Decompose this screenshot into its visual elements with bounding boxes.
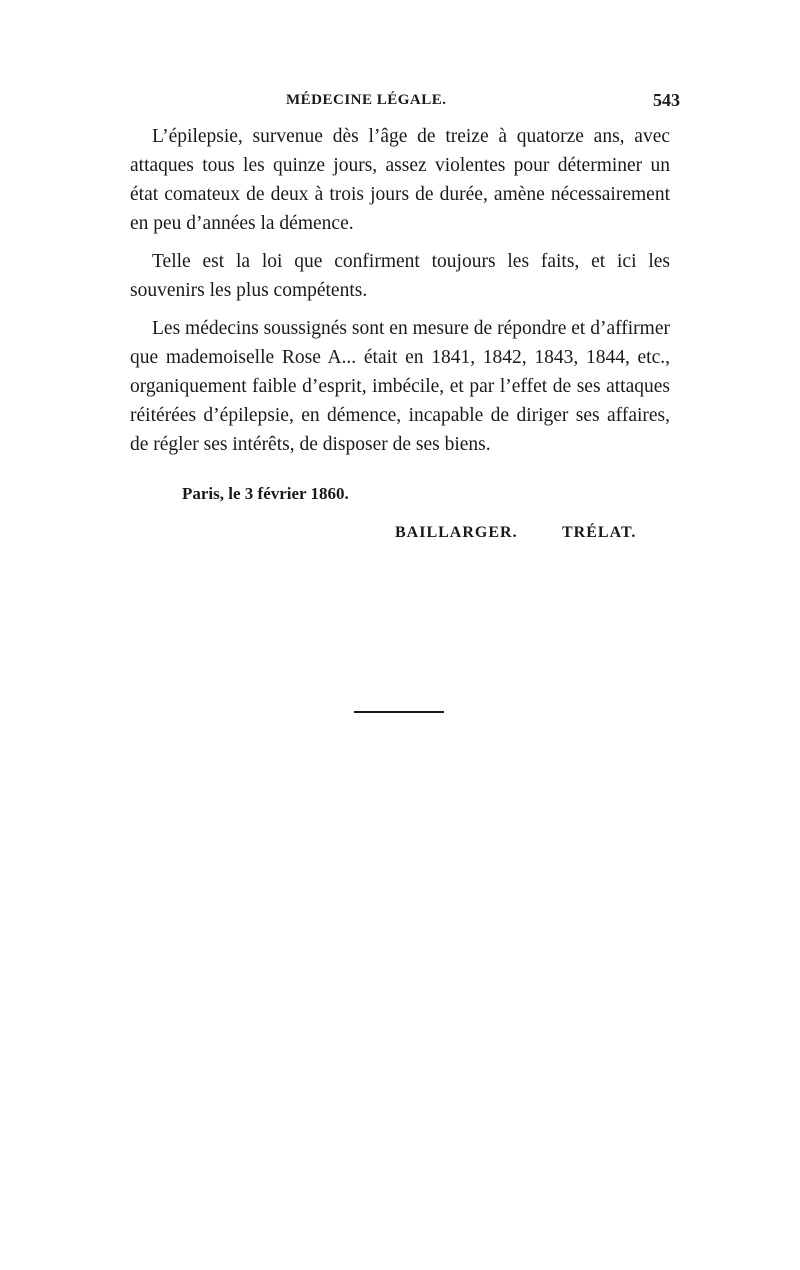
running-header: [132, 92, 682, 116]
page-number: 543: [653, 90, 680, 110]
body-text: [130, 122, 670, 468]
signature-trelat: TRÉLAT.: [562, 524, 637, 541]
paragraph: Les médecins soussignés sont en mesure de répondre et d’affirmer que mademoiselle Rose A... était en 1841, 1842, 1843, 1844, etc., organiquement faible d’esprit, imbécile, et par l’effet de ses attaques réitérées d’épilepsie, en démence, incapable de diriger ses affaires, de régler ses intérêts, de disposer de ses biens.: [130, 318, 670, 455]
running-title: MÉDECINE LÉGALE.: [286, 92, 447, 108]
signature-baillarger: BAILLARGER.: [395, 524, 518, 541]
paragraph: L’épilepsie, survenue dès l’âge de treize à quatorze ans, avec attaques tous les quinze jours, assez violentes pour déterminer un état comateux de deux à trois jours de durée, amène nécessairement en peu d’années la démence.: [130, 126, 670, 234]
signature-block: [130, 484, 670, 554]
end-divider: [354, 711, 444, 713]
paragraph: Telle est la loi que confirment toujours les faits, et ici les souvenirs les plus compétents.: [130, 251, 670, 301]
place-and-date: Paris, le 3 février 1860.: [182, 484, 349, 503]
